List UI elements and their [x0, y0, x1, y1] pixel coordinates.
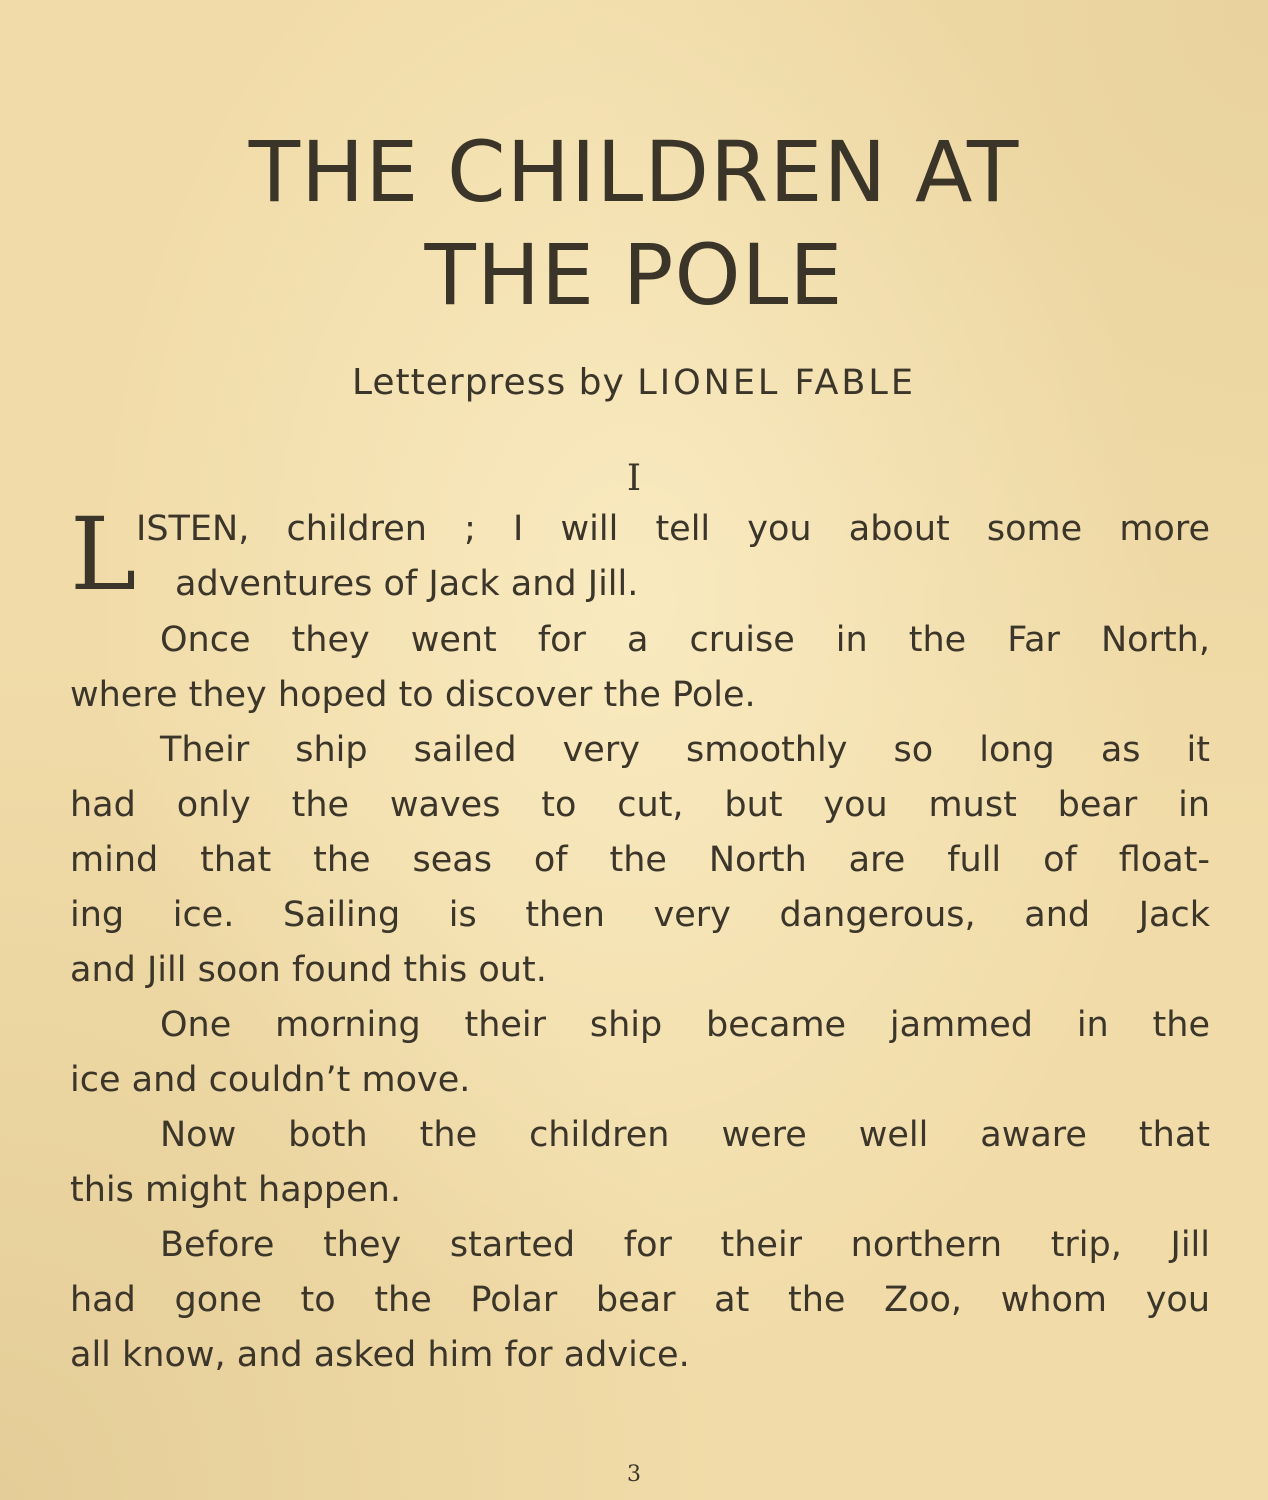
byline-prefix: Letterpress by	[351, 362, 625, 403]
body-line: and Jill soon found this out.	[70, 950, 547, 990]
body-line: had only the waves to cut, but you must bear in	[70, 785, 1210, 825]
body-line: all know, and asked him for advice.	[70, 1335, 690, 1375]
opening-line-2: adventures of Jack and Jill.	[175, 564, 639, 604]
page-number: 3	[627, 1462, 641, 1487]
drop-cap: L	[70, 496, 137, 613]
body-line: this might happen.	[70, 1170, 401, 1210]
body-line: Now both the children were well aware that	[160, 1115, 1210, 1155]
body-line: Before they started for their northern trip, Jill	[160, 1225, 1210, 1265]
body-line: had gone to the Polar bear at the Zoo, whom you	[70, 1280, 1210, 1320]
page-title-line-2: THE POLE	[424, 226, 844, 324]
byline-author: LIONEL FABLE	[637, 363, 917, 403]
opening-line-1: ISTEN, children ; I will tell you about some more	[136, 509, 1210, 549]
body-line: ice and couldn’t move.	[70, 1060, 471, 1100]
body-line: One morning their ship became jammed in the	[160, 1005, 1210, 1045]
chapter-number: I	[626, 458, 642, 499]
body-line: ing ice. Sailing is then very dangerous, and Jack	[70, 895, 1210, 935]
body-line: Once they went for a cruise in the Far North,	[160, 620, 1210, 660]
body-line: mind that the seas of the North are full of float-	[70, 840, 1210, 880]
body-line: Their ship sailed very smoothly so long as it	[160, 730, 1210, 770]
body-line: where they hoped to discover the Pole.	[70, 675, 756, 715]
byline	[0, 362, 1268, 403]
page-title-line-1: THE CHILDREN AT	[248, 123, 1020, 221]
